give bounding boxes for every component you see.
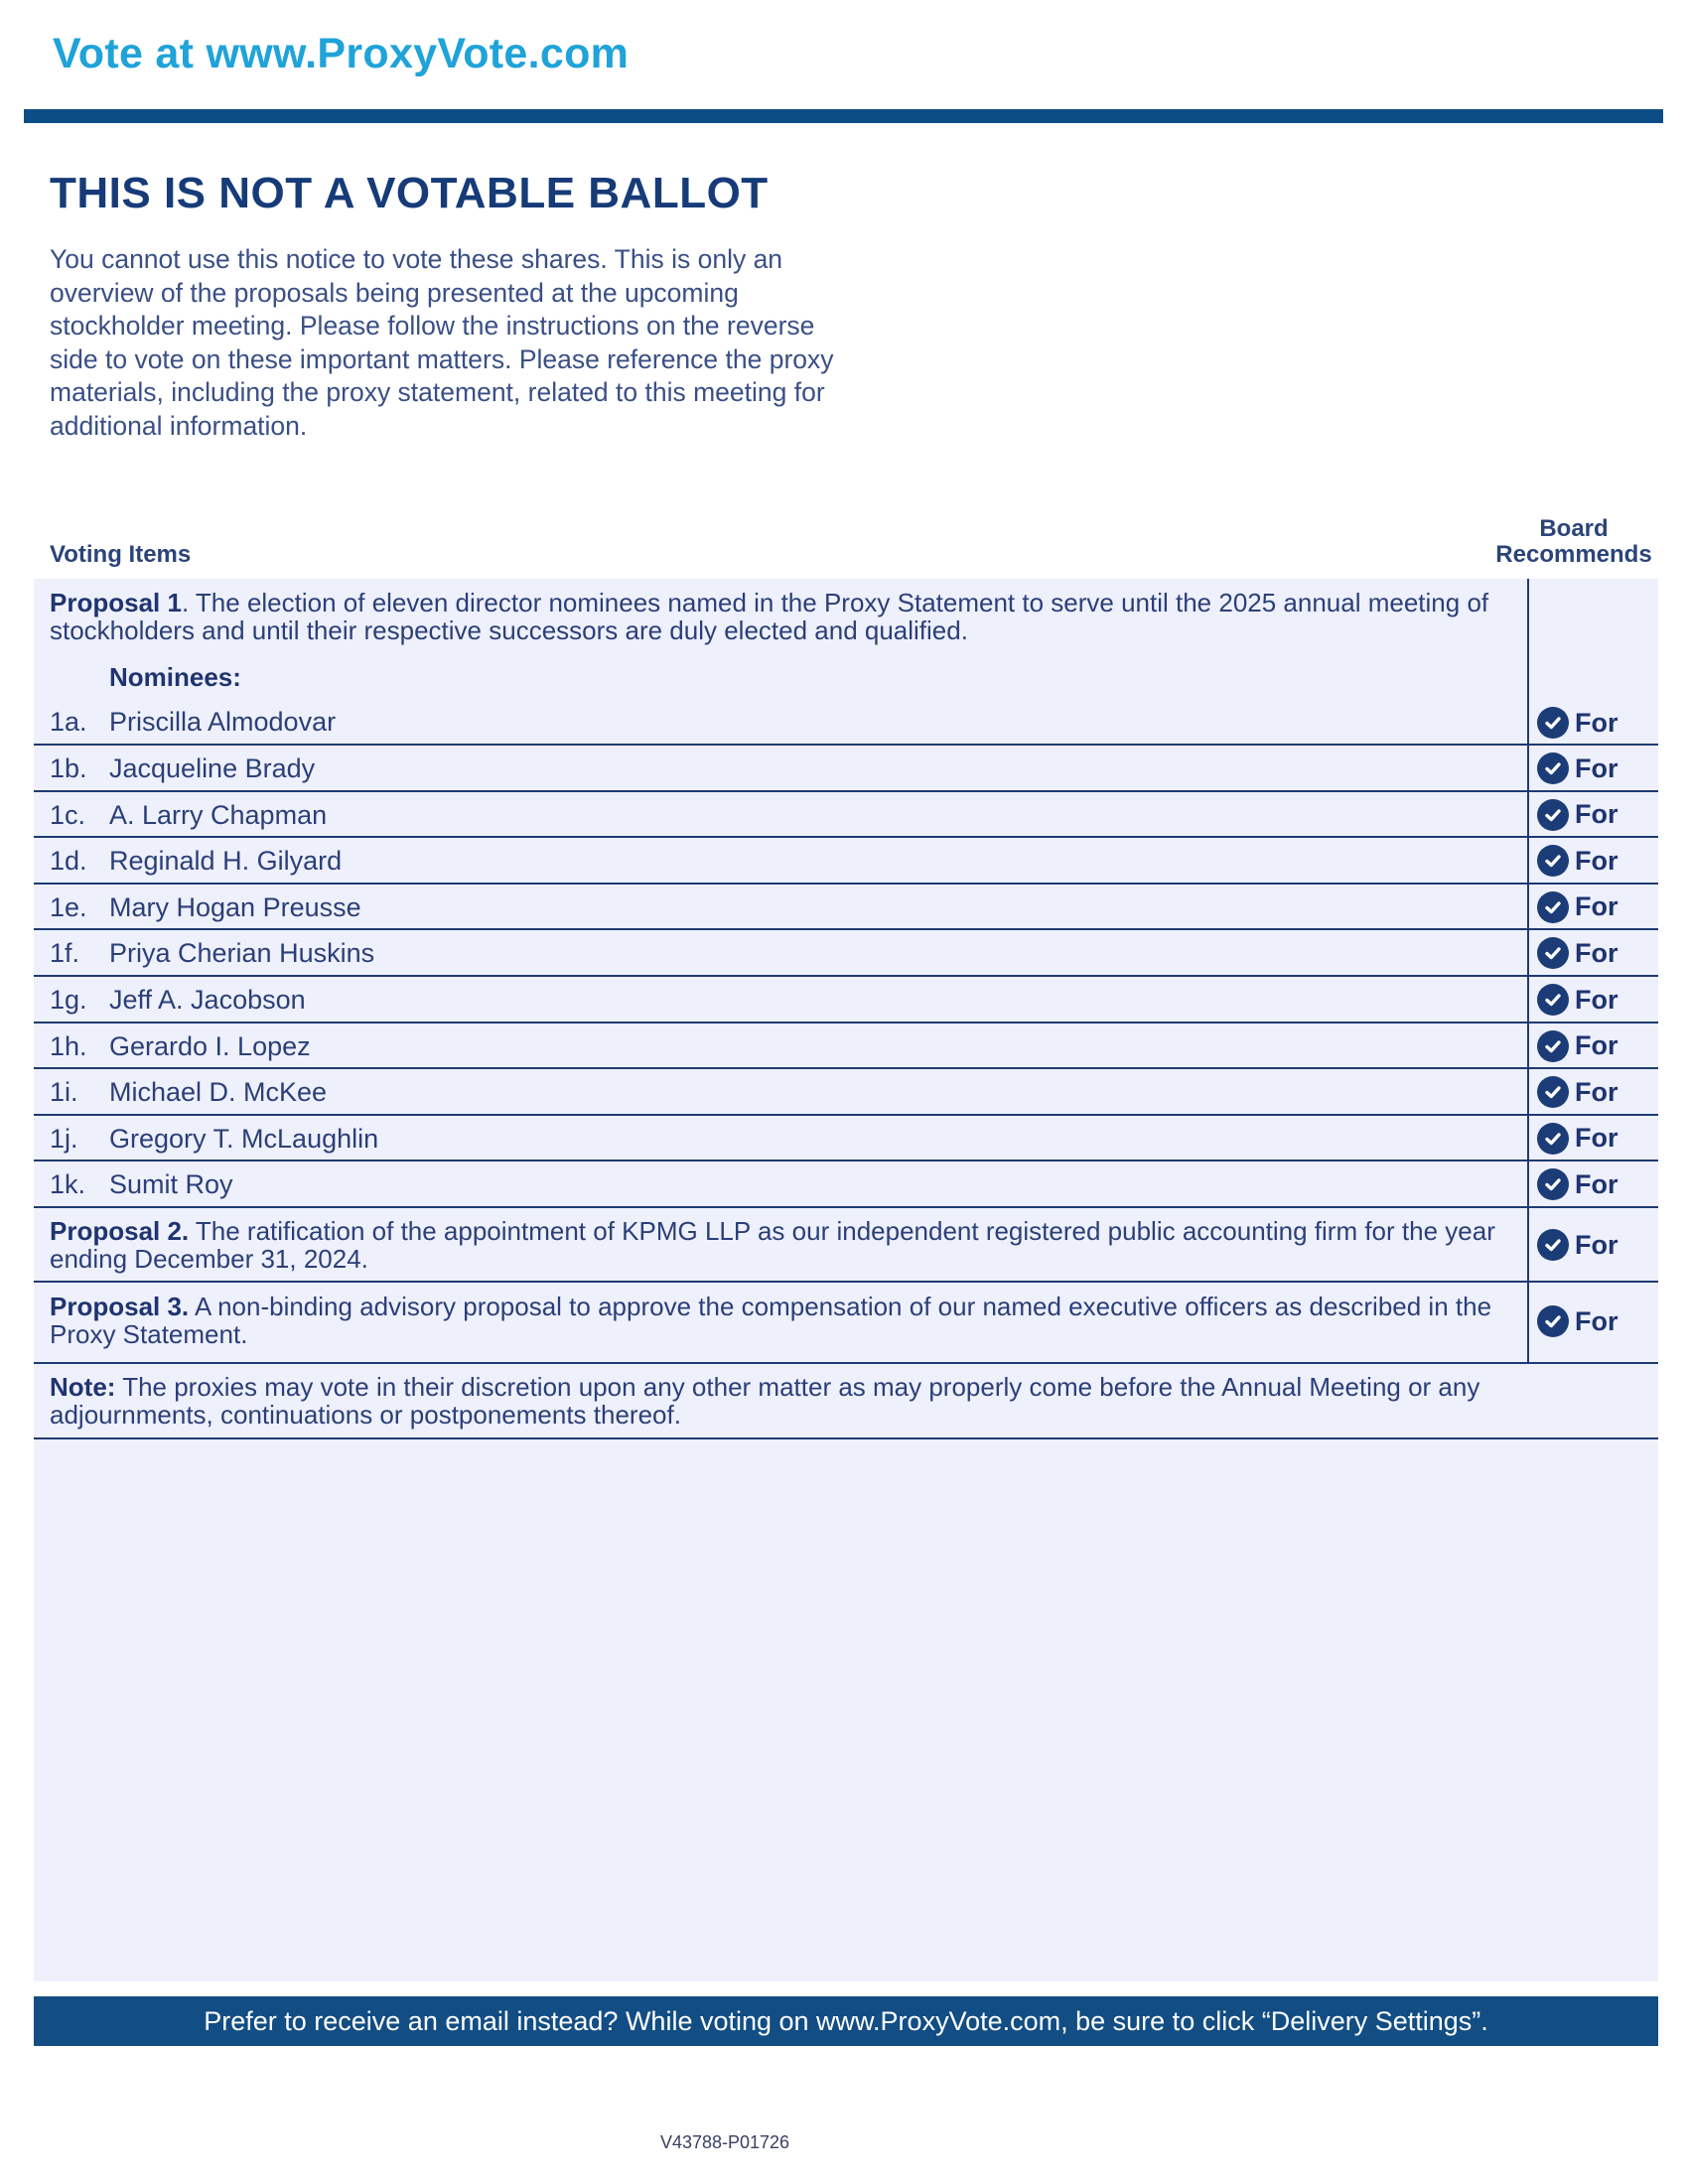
nominee-number: 1f. xyxy=(50,938,80,969)
nominee-number: 1d. xyxy=(50,846,87,877)
recommendation-label: For xyxy=(1575,1076,1618,1107)
note-label: Note: xyxy=(50,1372,116,1402)
nominee-row xyxy=(34,930,1658,977)
nominee-row xyxy=(34,792,1658,839)
recommendation-label: For xyxy=(1575,845,1618,876)
check-circle-icon xyxy=(1537,1030,1569,1062)
nominee-number: 1a. xyxy=(50,707,87,737)
check-circle-icon xyxy=(1537,1168,1569,1200)
proposal-1-text xyxy=(50,589,1514,644)
proposal-3-recommendation xyxy=(1537,1304,1618,1338)
check-circle-icon xyxy=(1537,845,1569,877)
note-description: The proxies may vote in their discretion upon any other matter as may properly come before the Annual Meeting or any adjournments, continuations or postponements thereof. xyxy=(50,1372,1480,1430)
delivery-settings-banner: Prefer to receive an email instead? While voting on www.ProxyVote.com, be sure to click “Delivery Settings”. xyxy=(34,1996,1658,2046)
nominee-number: 1h. xyxy=(50,1030,87,1061)
nominee-recommendation xyxy=(1537,1167,1618,1201)
nominee-row xyxy=(34,746,1658,792)
recommendation-label: For xyxy=(1575,752,1618,783)
nominee-recommendation xyxy=(1537,890,1618,924)
nominee-row xyxy=(34,977,1658,1024)
nominee-name: A. Larry Chapman xyxy=(109,799,328,830)
note-row xyxy=(34,1364,1658,1439)
nominee-number: 1j. xyxy=(50,1123,78,1154)
nominee-row xyxy=(34,885,1658,931)
check-circle-icon xyxy=(1537,1229,1569,1261)
proposal-3-description: A non-binding advisory proposal to approve the compensation of our named executive officers as described in the Proxy Statement. xyxy=(50,1292,1492,1349)
nominee-name: Priscilla Almodovar xyxy=(109,707,337,737)
nominee-number: 1e. xyxy=(50,891,87,922)
check-circle-icon xyxy=(1537,1123,1569,1155)
recommendation-label: For xyxy=(1575,984,1618,1015)
check-circle-icon xyxy=(1537,1076,1569,1108)
check-circle-icon xyxy=(1537,1305,1569,1337)
proposal-2-label: Proposal 2. xyxy=(50,1216,190,1246)
nominee-recommendation xyxy=(1537,983,1618,1017)
voting-items-panel xyxy=(34,579,1658,1981)
check-circle-icon xyxy=(1537,752,1569,784)
proposal-1-label: Proposal 1 xyxy=(50,588,182,617)
nominee-recommendation xyxy=(1537,798,1618,832)
nominee-recommendation xyxy=(1537,844,1618,878)
recommendation-label: For xyxy=(1575,891,1618,922)
proposal-2-description: The ratification of the appointment of KPMG LLP as our independent registered public accounting firm for the year ending December 31, 2024. xyxy=(50,1216,1495,1274)
nominee-name: Priya Cherian Huskins xyxy=(109,938,375,969)
proposal-2-recommendation xyxy=(1537,1228,1618,1262)
nominee-number: 1g. xyxy=(50,985,87,1015)
document-code: V43788-P01726 xyxy=(659,2132,790,2152)
nominee-row xyxy=(34,1024,1658,1070)
board-recommends-header: Board Recommends xyxy=(1495,515,1652,568)
nominee-name: Mary Hogan Preusse xyxy=(109,891,361,922)
check-circle-icon xyxy=(1537,891,1569,923)
nominees-label: Nominees: xyxy=(109,662,241,692)
nominee-name: Jacqueline Brady xyxy=(109,753,316,783)
nominee-number: 1k. xyxy=(50,1169,86,1200)
check-circle-icon xyxy=(1537,984,1569,1016)
intro-paragraph: You cannot use this notice to vote these shares. This is only an overview of the proposals being presented at the upcoming stockholder meeting. Please follow the instructions on the reverse side to vote on these important matters. Please reference the proxy materials, including the proxy statement, related to this meeting for additional information. xyxy=(50,244,834,441)
nominee-name: Reginald H. Gilyard xyxy=(109,846,343,877)
note-text xyxy=(50,1373,1514,1429)
proposal-1-description: . The election of eleven director nominees named in the Proxy Statement to serve until the 2025 annual meeting of stockholders and until their respective successors are duly elected and qualified. xyxy=(50,588,1489,645)
nominee-name: Michael D. McKee xyxy=(109,1077,328,1108)
nominee-name: Sumit Roy xyxy=(109,1169,233,1200)
proposal-1-row xyxy=(34,579,1658,746)
nominee-name: Gerardo I. Lopez xyxy=(109,1030,311,1061)
recommendation-label: For xyxy=(1575,1030,1618,1061)
nominee-row xyxy=(34,1116,1658,1162)
nominee-number: 1i. xyxy=(50,1077,78,1108)
recommendation-label: For xyxy=(1575,1305,1618,1336)
nominee-recommendation xyxy=(1537,1122,1618,1156)
header-title: Vote at www.ProxyVote.com xyxy=(53,30,630,77)
header-divider xyxy=(24,109,1663,123)
recommendation-label: For xyxy=(1575,937,1618,968)
proposal-3-row xyxy=(34,1283,1658,1364)
nominee-name: Jeff A. Jacobson xyxy=(109,985,306,1015)
recommendation-label: For xyxy=(1575,1123,1618,1154)
recommendation-label: For xyxy=(1575,799,1618,830)
check-circle-icon xyxy=(1537,799,1569,831)
proposal-3-text xyxy=(50,1293,1514,1348)
nominee-row xyxy=(34,1069,1658,1116)
nominee-recommendation xyxy=(1537,751,1618,785)
check-circle-icon xyxy=(1537,707,1569,739)
proposal-3-label: Proposal 3. xyxy=(50,1292,190,1321)
ballot-heading: THIS IS NOT A VOTABLE BALLOT xyxy=(50,169,769,217)
recommendation-label: For xyxy=(1575,1168,1618,1199)
voting-items-header: Voting Items xyxy=(50,541,192,568)
nominee-number: 1b. xyxy=(50,753,87,783)
recommendation-label: For xyxy=(1575,1229,1618,1260)
nominee-recommendation xyxy=(1537,936,1618,970)
nominee-number: 1c. xyxy=(50,799,86,830)
proposal-2-row xyxy=(34,1208,1658,1283)
nominee-row xyxy=(34,838,1658,885)
recommendation-label: For xyxy=(1575,707,1618,738)
nominee-row xyxy=(34,1161,1658,1208)
nominee-recommendation xyxy=(1537,1029,1618,1063)
nominee-recommendation xyxy=(1537,706,1618,740)
nominee-recommendation xyxy=(1537,1075,1618,1109)
proposal-2-text xyxy=(50,1217,1514,1273)
nominee-name: Gregory T. McLaughlin xyxy=(109,1123,379,1154)
check-circle-icon xyxy=(1537,937,1569,969)
